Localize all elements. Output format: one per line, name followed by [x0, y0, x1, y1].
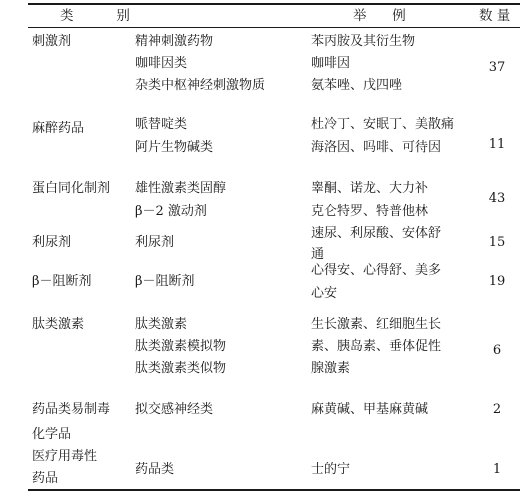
row-category: 蛋白同化制剂	[32, 181, 111, 196]
row-count: 19	[488, 274, 506, 289]
row-category: 药品	[32, 471, 59, 486]
row-category: 利尿剂	[32, 235, 72, 250]
row-category: 肽类激素	[32, 317, 85, 332]
row-subtype: 药品类	[135, 462, 175, 477]
row-subtype: 阿片生物碱类	[135, 140, 214, 155]
row-subtype: 精神刺激药物	[135, 34, 214, 49]
header-count: 数 量	[479, 8, 511, 24]
row-example: 苯丙胺及其衍生物	[311, 34, 416, 49]
header-category: 类 别	[60, 8, 130, 24]
row-example: 腺激素	[311, 361, 351, 376]
row-example: 生长激素、红细胞生长	[311, 317, 442, 332]
row-example: 士的宁	[311, 462, 351, 477]
row-example: 素、胰岛素、垂体促性	[311, 339, 442, 354]
row-example: 海洛因、吗啡、可待因	[311, 140, 442, 155]
row-category: 化学品	[32, 427, 72, 442]
row-subtype: 肽类激素模拟物	[135, 339, 227, 354]
row-subtype: β－阻断剂	[135, 274, 195, 289]
row-subtype: 咖啡因类	[135, 56, 188, 71]
table-header	[28, 5, 520, 27]
row-subtype: 利尿剂	[135, 235, 175, 250]
row-subtype: 肽类激素	[135, 317, 188, 332]
row-example: 心得安、心得舒、美多	[311, 263, 442, 278]
row-subtype: 肽类激素类似物	[135, 361, 227, 376]
row-subtype: 哌替啶类	[135, 117, 188, 132]
row-example: 杜冷丁、安眠丁、美散痛	[311, 117, 455, 132]
row-example: 麻黄碱、甲基麻黄碱	[311, 402, 429, 417]
row-example: 睾酮、诺龙、大力补	[311, 181, 429, 196]
row-subtype: 雄性激素类固醇	[135, 181, 227, 196]
row-category: 医疗用毒性	[32, 449, 98, 464]
row-category: β－阻断剂	[32, 274, 92, 289]
doping-substance-table	[28, 0, 520, 492]
row-category: 刺激剂	[32, 34, 72, 49]
row-example: 通	[311, 247, 325, 262]
table-bottom-rule	[28, 489, 520, 491]
row-example: 速尿、利尿酸、安体舒	[311, 226, 442, 241]
row-category: 麻醉药品	[32, 121, 85, 136]
row-count: 1	[492, 462, 502, 477]
row-example: 心安	[311, 286, 338, 301]
row-example: 克仑特罗、特普他林	[311, 204, 429, 219]
row-count: 15	[488, 235, 506, 250]
row-count: 2	[492, 402, 502, 417]
row-category: 药品类易制毒	[32, 402, 111, 417]
table-header-rule	[28, 27, 520, 28]
row-subtype: 杂类中枢神经刺激物质	[135, 78, 266, 93]
header-example: 举 例	[353, 8, 406, 24]
row-count: 6	[492, 343, 502, 358]
row-count: 11	[488, 137, 506, 152]
row-subtype: β－2 激动剂	[135, 204, 207, 219]
row-count: 37	[488, 60, 506, 75]
row-subtype: 拟交感神经类	[135, 402, 214, 417]
row-example: 氨苯唑、戊四唑	[311, 78, 403, 93]
row-example: 咖啡因	[311, 56, 351, 71]
row-count: 43	[488, 191, 506, 206]
